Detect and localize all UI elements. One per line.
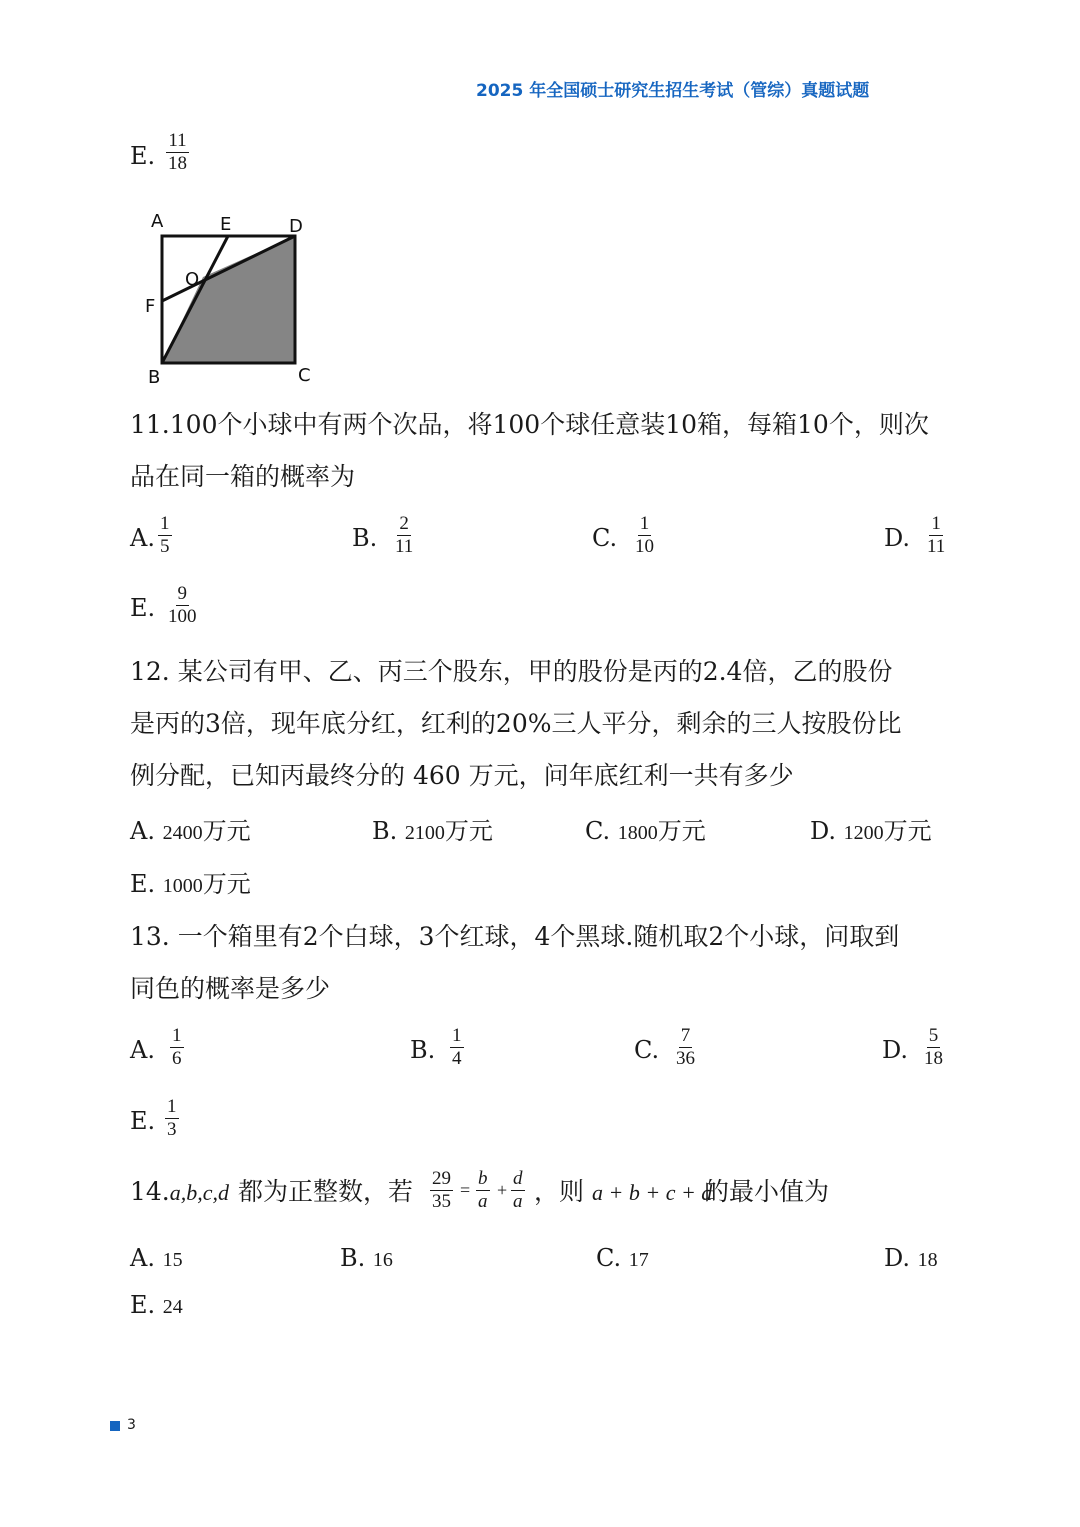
q13-option-b-label: B.: [410, 1036, 436, 1064]
option-label: B.: [340, 1244, 366, 1272]
q12-stem-line2: 是丙的3倍，现年底分红，红利的20%三人平分，剩余的三人按股份比: [130, 709, 902, 738]
denominator: 6: [172, 1048, 182, 1069]
q12-option-e: [130, 869, 251, 901]
page-marker-square: [110, 1421, 120, 1431]
option-label: D.: [884, 1244, 911, 1272]
q14-sum-expression: a + b + c + d: [592, 1180, 713, 1205]
denominator: 5: [160, 536, 170, 557]
denominator: 3: [167, 1119, 177, 1140]
point-d-label: D: [289, 216, 303, 237]
q13-option-d-label: D.: [882, 1036, 909, 1064]
option-label: A.: [130, 817, 155, 845]
option-unit: 万元: [657, 817, 706, 845]
q10-option-e-fraction: [166, 130, 189, 175]
q14-option-b: [340, 1243, 393, 1275]
numerator: 1: [931, 513, 941, 534]
q14-stem-text3: 的最小值为: [704, 1177, 830, 1206]
q10-option-e: [130, 141, 155, 171]
option-label: B.: [372, 817, 398, 845]
q14-fraction-d-a: [511, 1168, 525, 1213]
q14-stem-text1: 都为正整数，若: [238, 1177, 414, 1206]
q13-option-b-fraction: [450, 1025, 464, 1070]
q14-fraction-b-a: [476, 1168, 490, 1213]
numerator: 1: [452, 1025, 462, 1046]
q11-option-a-label: A.: [130, 524, 155, 552]
option-label: D.: [810, 817, 837, 845]
q14-option-a: [130, 1243, 183, 1275]
option-unit: 万元: [444, 817, 493, 845]
variables: a,b,c,d: [169, 1180, 230, 1205]
option-value: 2100: [404, 822, 445, 844]
q11-stem-line1: 11.100个小球中有两个次品，将100个球任意装10箱，每箱10个，则次: [130, 410, 929, 439]
denominator: 18: [924, 1048, 943, 1069]
q13-option-a-fraction: [170, 1025, 184, 1070]
denominator: a: [513, 1191, 523, 1212]
point-o-label: O: [185, 269, 200, 290]
q14-option-d: [884, 1243, 938, 1275]
q13-stem-line1: 13. 一个箱里有2个白球，3个红球，4个黑球.随机取2个小球，问取到: [130, 922, 900, 951]
denominator: 35: [432, 1191, 451, 1212]
q12-option-a: [130, 816, 251, 848]
point-a-label: A: [151, 211, 164, 232]
q11-option-e-label: E.: [130, 594, 156, 622]
q14-option-e: [130, 1290, 183, 1322]
denominator: a: [478, 1191, 488, 1212]
question-number: 14.: [130, 1177, 170, 1206]
option-unit: 万元: [202, 870, 251, 898]
denominator: 100: [168, 606, 197, 627]
q13-option-d-fraction: [922, 1025, 945, 1070]
q11-option-d-fraction: [925, 513, 947, 558]
option-value: 1200: [843, 822, 884, 844]
geometry-figure: [140, 205, 330, 390]
numerator: b: [478, 1168, 488, 1189]
option-value: 24: [162, 1296, 183, 1318]
numerator: 1: [172, 1025, 182, 1046]
q12-stem-line3: 例分配，已知丙最终分的 460 万元，问年底红利一共有多少: [130, 761, 794, 790]
denominator: 11: [395, 536, 414, 557]
q11-option-a-fraction: [158, 513, 172, 558]
point-c-label: C: [298, 365, 311, 386]
option-value: 1800: [617, 822, 658, 844]
option-label: C.: [596, 1244, 622, 1272]
numerator: 7: [680, 1025, 691, 1046]
option-value: 1000: [162, 875, 203, 897]
denominator: 36: [676, 1048, 695, 1069]
page-header-title: 2025 年全国硕士研究生招生考试（管综）真题试题: [476, 81, 870, 101]
q12-stem-line1: 12. 某公司有甲、乙、丙三个股东，甲的股份是丙的2.4倍，乙的股份: [130, 657, 893, 686]
numerator: 11: [168, 130, 187, 151]
equals-sign: =: [460, 1180, 471, 1200]
q11-option-c-label: C.: [592, 524, 618, 552]
q13-stem-line2: 同色的概率是多少: [130, 974, 331, 1003]
point-b-label: B: [148, 367, 161, 388]
numerator: 5: [928, 1025, 939, 1046]
numerator: 1: [167, 1096, 177, 1117]
option-value: 16: [372, 1249, 393, 1271]
point-f-label: F: [145, 296, 156, 317]
option-value: 17: [628, 1249, 649, 1271]
q13-option-c-fraction: [674, 1025, 697, 1070]
q12-option-c: [585, 816, 706, 848]
q14-stem-text2: ，则: [534, 1177, 585, 1206]
q13-option-e-label: E.: [130, 1107, 156, 1135]
denominator: 18: [168, 153, 187, 174]
option-label: E.: [130, 1291, 156, 1319]
option-value: 2400: [162, 822, 203, 844]
point-e-label: E: [220, 214, 232, 235]
page-number: 3: [127, 1417, 136, 1433]
denominator: 10: [635, 536, 654, 557]
option-label: E.: [130, 142, 156, 170]
numerator: 9: [177, 583, 187, 604]
q11-option-c-fraction: [633, 513, 656, 558]
denominator: 4: [452, 1048, 462, 1069]
option-unit: 万元: [883, 817, 932, 845]
option-label: A.: [130, 1244, 155, 1272]
shaded-region: [162, 236, 295, 363]
numerator: 2: [399, 513, 409, 534]
q11-option-b-label: B.: [352, 524, 378, 552]
numerator: 29: [432, 1168, 451, 1189]
q14-option-c: [596, 1243, 649, 1275]
numerator: 1: [639, 513, 650, 534]
option-unit: 万元: [202, 817, 251, 845]
option-value: 18: [917, 1249, 938, 1271]
q13-option-c-label: C.: [634, 1036, 660, 1064]
q11-stem-line2: 品在同一箱的概率为: [130, 462, 356, 491]
q14-fraction-29-35: [430, 1168, 453, 1213]
option-label: C.: [585, 817, 611, 845]
numerator: 1: [160, 513, 170, 534]
option-value: 15: [162, 1249, 183, 1271]
q12-option-b: [372, 816, 493, 848]
q11-option-b-fraction: [393, 513, 415, 558]
q13-option-a-label: A.: [130, 1036, 155, 1064]
denominator: 11: [927, 536, 946, 557]
option-label: E.: [130, 870, 156, 898]
plus-sign: +: [497, 1180, 508, 1200]
q11-option-d-label: D.: [884, 524, 911, 552]
q11-option-e-fraction: [166, 583, 199, 628]
q13-option-e-fraction: [165, 1096, 179, 1141]
numerator: d: [513, 1168, 523, 1189]
q14-stem-prefix: [130, 1177, 229, 1208]
q12-option-d: [810, 816, 932, 848]
